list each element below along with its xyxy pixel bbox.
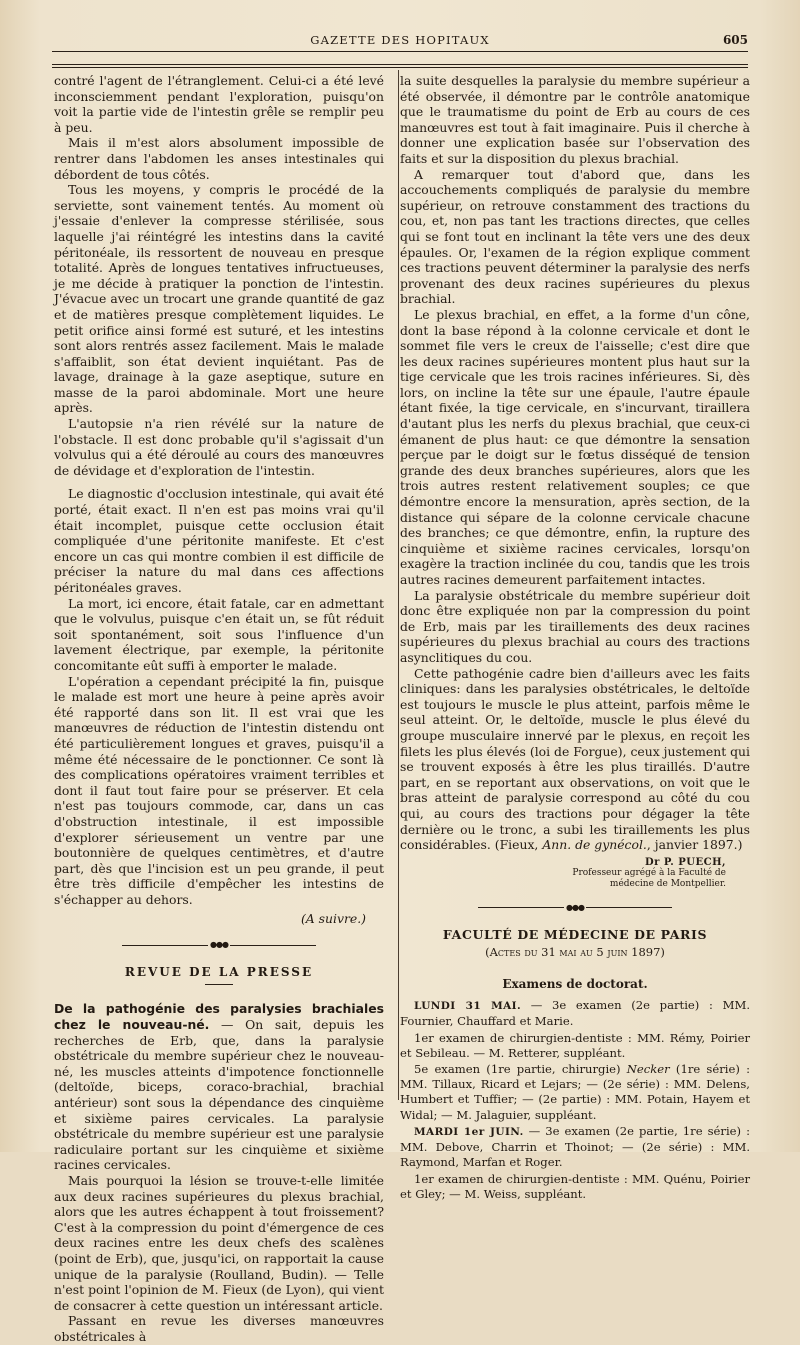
page-header [52, 33, 748, 53]
citation-journal: Ann. de gynécol. [542, 837, 647, 853]
column-top-rule [52, 64, 748, 65]
running-title: GAZETTE DES HOPITAUX [310, 33, 490, 47]
exam-entry [400, 998, 750, 1029]
exam-text: (1re série) : MM. Tillaux, Ricard et Lejars; — (2e série) : MM. Delens, Humbert et Tuffier; — (2e partie) : MM. Potain, Hayem et Widal; — M. Jalaguier, suppléant. [400, 1062, 750, 1122]
column-top-rule-thin [52, 67, 748, 68]
author-name: Dr P. PUECH, [645, 856, 726, 868]
paragraph-text: , janvier 1897.) [646, 837, 743, 853]
section-heading: REVUE DE LA PRESSE [124, 964, 314, 979]
hospital-name: Necker [626, 1062, 670, 1077]
paragraph: L'autopsie n'a rien révélé sur la nature de l'obstacle. Il est donc probable qu'il s'agissait d'un volvulus qui a été déroulé au cours des manœuvres de dévidage et d'exploration de l'intestin. [54, 416, 384, 478]
exam-entry: 1er examen de chirurgien-dentiste : MM. Rémy, Poirier et Sebileau. — M. Retterer, suppléant. [400, 1030, 750, 1060]
exam-day: LUNDI 31 MAI. [414, 1000, 522, 1013]
article-paragraph [54, 1001, 384, 1173]
paragraph: La mort, ici encore, était fatale, car en admettant que le volvulus, puisque c'en était un, se fût réduit soit spontanément, soit sous l'influence d'un lavement électrique, par exemple, la péritonite concomitante eût suffi à emporter le malade. [54, 595, 384, 673]
paragraph: Mais pourquoi la lésion se trouve-t-elle limitée aux deux racines supérieures du plexus brachial, alors que les autres échappent à tout froissement? C'est à la compression du point d'émergence de ces deux racines entre les deux chefs des scalènes (point de Erb), que, jusqu'ici, on rapportait la cause unique de la paralysie (Roulland, Budin). — Telle n'est point l'opinion de M. Fieux (de Lyon), qui vient de consacrer à cette question un intéressant article. [54, 1172, 384, 1313]
exam-entry [400, 1124, 750, 1171]
paragraph: Le plexus brachial, en effet, a la forme d'un cône, dont la base répond à la colonne cervicale et dont le sommet file vers le creux de l'aisselle; c'est dire que les deux racines supérieures montent plus haut sur la tige cervicale que les trois racines inférieures. Si, dès lors, on incline la tête sur une épaule, l'autre épaule étant fixée, la tige cervicale, en s'incurvant, tiraillera d'autant plus les nerfs du plexus brachial, que ceux-ci émanent de plus haut: ce que démontre la sensation perçue par le doigt sur le fœtus disséqué de tension grande des deux branches supérieures, alors que les trois autres restent relativement souples; ce que démontre encore la mensuration, après section, de la distance qui sépare de la colonne cervicale chacune des branches; ce que démontre, enfin, la rupture des cinquième et sixième racines cervicales, lorsqu'on exagère la traction inclinée du cou, tandis que les trois autres racines demeurent parfaitement intactes. [400, 306, 750, 587]
exam-text: — 3e examen (2e partie, 1re série) : MM. Debove, Charrin et Thoinot; — (2e série) : MM. Raymond, Marfan et Roger. [400, 1123, 750, 1170]
paragraph: A remarquer tout d'abord que, dans les accouchements compliqués de paralysie du membre supérieur, on retrouve constamment des tractions du cou, et, non pas tant les tractions directes, que celles qui se font tout en inclinant la tête vers une des deux épaules. Or, l'examen de la région explique comment ces tractions peuvent déterminer la paralysie des nerfs provenant des deux racines supérieures du plexus brachial. [400, 166, 750, 307]
header-rule [52, 51, 748, 52]
exam-entry [400, 1062, 750, 1123]
exam-entry: 1er examen de chirurgien-dentiste : MM. Quénu, Poirier et Gley; — M. Weiss, suppléant. [400, 1171, 750, 1201]
heading-rule [205, 984, 233, 985]
faculty-dates: (Actes du 31 mai au 5 juin 1897) [485, 945, 665, 960]
faculty-heading: FACULTÉ DE MÉDECINE DE PARIS [442, 927, 708, 943]
paragraph: Passant en revue les diverses manœuvres obstétricales à [54, 1313, 384, 1344]
paragraph: Le diagnostic d'occlusion intestinale, qui avait été porté, était exact. Il n'en est pas moins vrai qu'il était incomplet, puisque cette occlusion était compliquée d'une péritonite manifeste. Et c'est encore un cas qui montre combien il est difficile de préciser la nature du mal dans ces affections péritonéales graves. [54, 486, 384, 595]
author-title-line: Professeur agrégé à la Faculté de [572, 867, 726, 878]
paragraph: la suite desquelles la paralysie du membre supérieur a été observée, il démontre par le contrôle anatomique que le traumatisme du point de Erb au cours de ces manœuvres est tout à fait imaginaire. Puis il cherche à donner une explication basée sur l'observation des faits et sur la disposition du plexus brachial. [400, 73, 750, 166]
article-lead: — On sait, depuis les recherches de Erb, que, dans la paralysie obstétricale du membre supérieur chez le nouveau-né, les muscles atteints d'impotence fonctionnelle (deltoïde, biceps, coraco-brachial, brachial antérieur) sont sous la dépendance des cinquième et sixième paires cervicales. La paralysie obstétricale du membre supérieur est une paralysie radiculaire portant sur les cinquième et sixième racines cervicales. [54, 1017, 384, 1173]
exam-text: — 3e examen (2e partie) : MM. Fournier, Chauffard et Marie. [400, 998, 751, 1029]
author-title-line: médecine de Montpellier. [609, 878, 726, 889]
exam-text: 5e examen (1re partie, chirurgie) [414, 1062, 627, 1077]
paragraph: contré l'agent de l'étranglement. Celui-ci a été levé inconsciemment pendant l'exploration, puisqu'on voit la partie vide de l'intestin grêle se remplir peu à peu. [54, 73, 384, 135]
exam-day: MARDI 1er JUIN. [414, 1125, 524, 1138]
author-signature [400, 857, 726, 890]
left-column [54, 73, 384, 1345]
paragraph: Mais il m'est alors absolument impossible de rentrer dans l'abdomen les anses intestinales qui débordent de tous côtés. [54, 135, 384, 182]
page-number: 605 [722, 33, 748, 47]
to-be-continued: (A suivre.) [300, 911, 366, 927]
paragraph: L'opération a cependant précipité la fin, puisque le malade est mort une heure à peine après avoir été rapporté dans son lit. Il est vrai que les manœuvres de réduction de l'intestin distendu ont été particulièrement longues et graves, puisqu'il a même été nécessaire de le ponctionner. Ce sont là des complications opératoires vraiment terribles et dont il faut tout faire pour se préserver. Et cela n'est pas toujours commode, car, dans un cas d'obstruction intestinale, il est impossible d'explorer sérieusement un ventre par une boutonnière de quelques centimètres, et d'autre part, dès que l'incision est un peu grande, il peut être très difficile d'empêcher les intestins de s'échapper au dehors. [54, 673, 384, 907]
column-separator [398, 70, 399, 1100]
right-column [400, 73, 750, 1202]
paragraph-text: Cette pathogénie cadre bien d'ailleurs avec les faits cliniques: dans les paralysies obstétricales, le deltoïde est toujours le muscle le plus atteint, parfois même le seul atteint. Or, le deltoïde, muscle le plus élevé du groupe musculaire innervé par le plexus, en reçoit les filets les plus élevés (loi de Forgue), ceux justement qui se trouvent exposés à être les plus tiraillés. D'autre part, en se reportant aux observations, on voit que le bras atteint de paralysie correspond au côté du cou qui, au cours des tractions pour dégager la tête dernière ou le tronc, a subi les tiraillements les plus considérables. (Fieux, [400, 665, 751, 853]
section-divider-ornament: ●●● [54, 937, 384, 953]
paragraph: La paralysie obstétricale du membre supérieur doit donc être expliquée non par la compression du point de Erb, mais par les tiraillements des deux racines supérieures du plexus brachial au cours des tractions asynclitiques du cou. [400, 587, 750, 665]
paragraph: Tous les moyens, y compris le procédé de la serviette, sont vainement tentés. Au moment où j'essaie d'enlever la compresse stérilisée, sous laquelle j'ai réintégré les intestins dans la cavité péritonéale, ils ressortent de nouveau en presque totalité. Après de longues tentatives infructueuses, je me décide à pratiquer la ponction de l'intestin. J'évacue avec un trocart une grande quantité de gaz et de matières presque complètement liquides. Le petit orifice ainsi formé est suturé, et les intestins sont alors rentrés assez facilement. Mais le malade s'affaiblit, son état devient inquiétant. Pas de lavage, drainage à la gaze aseptique, suture en masse de la paroi abdominale. Mort une heure après. [54, 182, 384, 416]
article-title: De la pathogénie des paralysies brachiales chez le nouveau-né. [54, 1001, 384, 1033]
paragraph [400, 666, 750, 853]
exams-heading: Examens de doctorat. [502, 976, 648, 991]
section-divider-ornament: ●●● [400, 900, 750, 916]
